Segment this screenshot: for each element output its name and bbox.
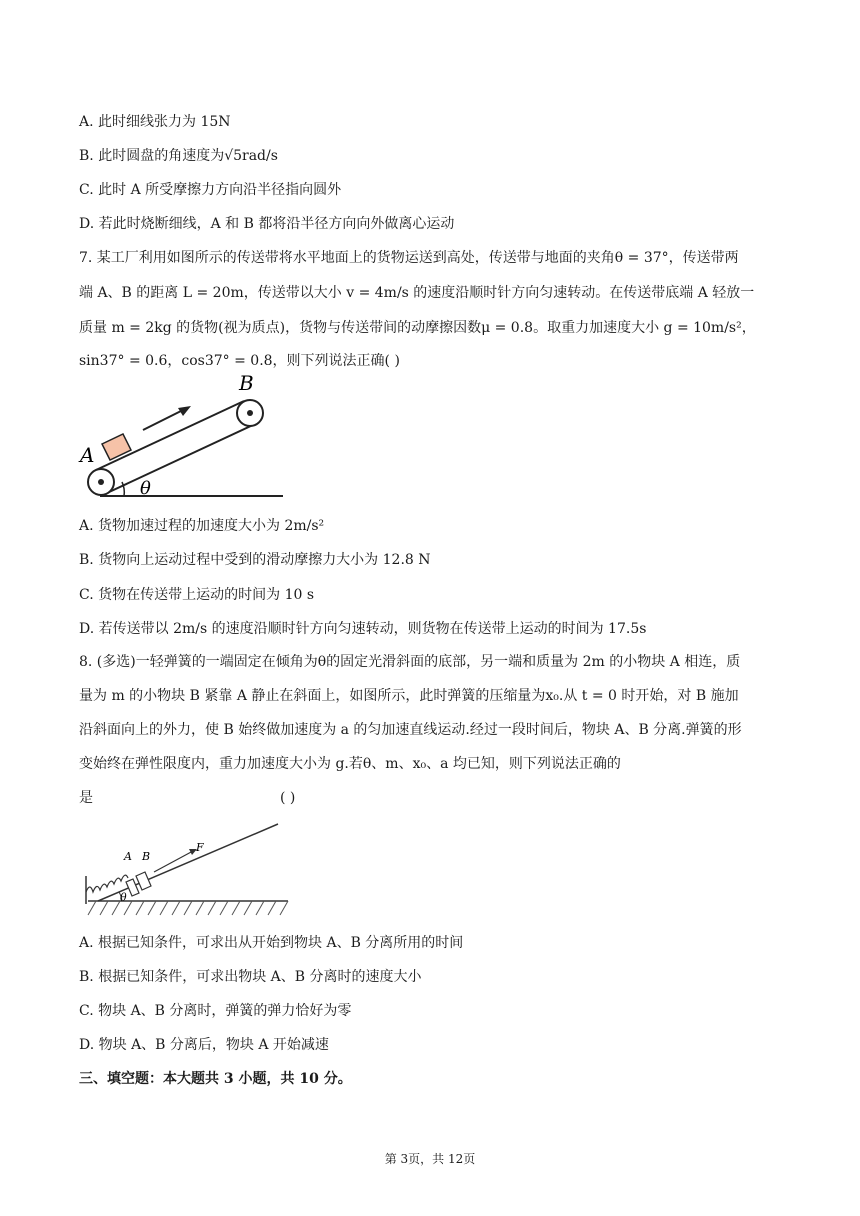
q7-label-b: B <box>239 372 254 395</box>
q8-label-f: F <box>196 841 204 854</box>
q8-block-a <box>126 879 139 896</box>
q7-stem-line-1: 7. 某工厂利用如图所示的传送带将水平地面上的货物运送到高处，传送带与地面的夹角θ = 37°，传送带两 <box>79 250 739 266</box>
q8-option-b: B. 根据已知条件，可求出物块 A、B 分离时的速度大小 <box>79 969 422 985</box>
q7-option-a: A. 货物加速过程的加速度大小为 2m/s² <box>79 518 325 534</box>
q7-stem-line-4: sin37° = 0.6，cos37° = 0.8，则下列说法正确( ) <box>79 353 400 369</box>
q6-option-b: B. 此时圆盘的角速度为√5rad/s <box>79 148 278 164</box>
q7-label-a: A <box>80 443 95 467</box>
q8-stem-line-1: 8. (多选)一轻弹簧的一端固定在倾角为θ的固定光滑斜面的底部，另一端和质量为 2m 的小物块 A 相连，质 <box>79 654 741 670</box>
q6-option-d: D. 若此时烧断细线，A 和 B 都将沿半径方向向外做离心运动 <box>79 216 455 232</box>
q7-stem-line-2: 端 A、B 的距离 L = 20m，传送带以大小 v = 4m/s 的速度沿顺时针方向匀速转动。在传送带底端 A 轻放一 <box>79 285 755 301</box>
q7-option-b: B. 货物向上运动过程中受到的滑动摩擦力大小为 12.8 N <box>79 552 431 568</box>
q8-label-theta: θ <box>120 891 127 904</box>
q8-option-d: D. 物块 A、B 分离后，物块 A 开始减速 <box>79 1037 329 1053</box>
q8-stem-line-3: 沿斜面向上的外力，使 B 始终做加速度为 a 的匀加速直线运动.经过一段时间后，物块 A、B 分离.弹簧的形 <box>79 722 742 738</box>
q7-conveyor-figure <box>75 372 305 507</box>
section-title: 三、填空题：本大题共 3 小题，共 10 分。 <box>79 1071 352 1087</box>
q7-option-d: D. 若传送带以 2m/s 的速度沿顺时针方向匀速转动，则货物在传送带上运动的时间为 17.5s <box>79 621 647 637</box>
q8-option-c: C. 物块 A、B 分离时，弹簧的弹力恰好为零 <box>79 1003 352 1019</box>
page-footer: 第 3页，共 12页 <box>384 1152 476 1166</box>
q7-label-theta: θ <box>140 478 151 499</box>
q8-stem-line-5: 是 <box>79 790 93 806</box>
q8-option-a: A. 根据已知条件，可求出从开始到物块 A、B 分离所用的时间 <box>79 935 464 951</box>
q8-block-b <box>136 872 151 890</box>
q8-stem-line-2: 量为 m 的小物块 B 紧靠 A 静止在斜面上，如图所示，此时弹簧的压缩量为x₀.从 t = 0 时开始，对 B 施加 <box>79 688 739 704</box>
q8-label-a: A <box>124 850 132 863</box>
q8-stem-line-4: 变始终在弹性限度内，重力加速度大小为 g.若θ、m、x₀、a 均已知，则下列说法正确的 <box>79 756 621 772</box>
q7-option-c: C. 货物在传送带上运动的时间为 10 s <box>79 587 315 603</box>
q8-incline-figure <box>78 820 298 920</box>
q6-option-a: A. 此时细线张力为 15N <box>79 114 231 130</box>
q6-option-c: C. 此时 A 所受摩擦力方向沿半径指向圆外 <box>79 182 342 198</box>
q7-stem-line-3: 质量 m = 2kg 的货物(视为质点)，货物与传送带间的动摩擦因数μ = 0.8。取重力加速度大小 g = 10m/s²， <box>79 320 756 336</box>
q8-answer-paren: ( ) <box>280 790 296 806</box>
q8-label-b: B <box>142 850 151 863</box>
